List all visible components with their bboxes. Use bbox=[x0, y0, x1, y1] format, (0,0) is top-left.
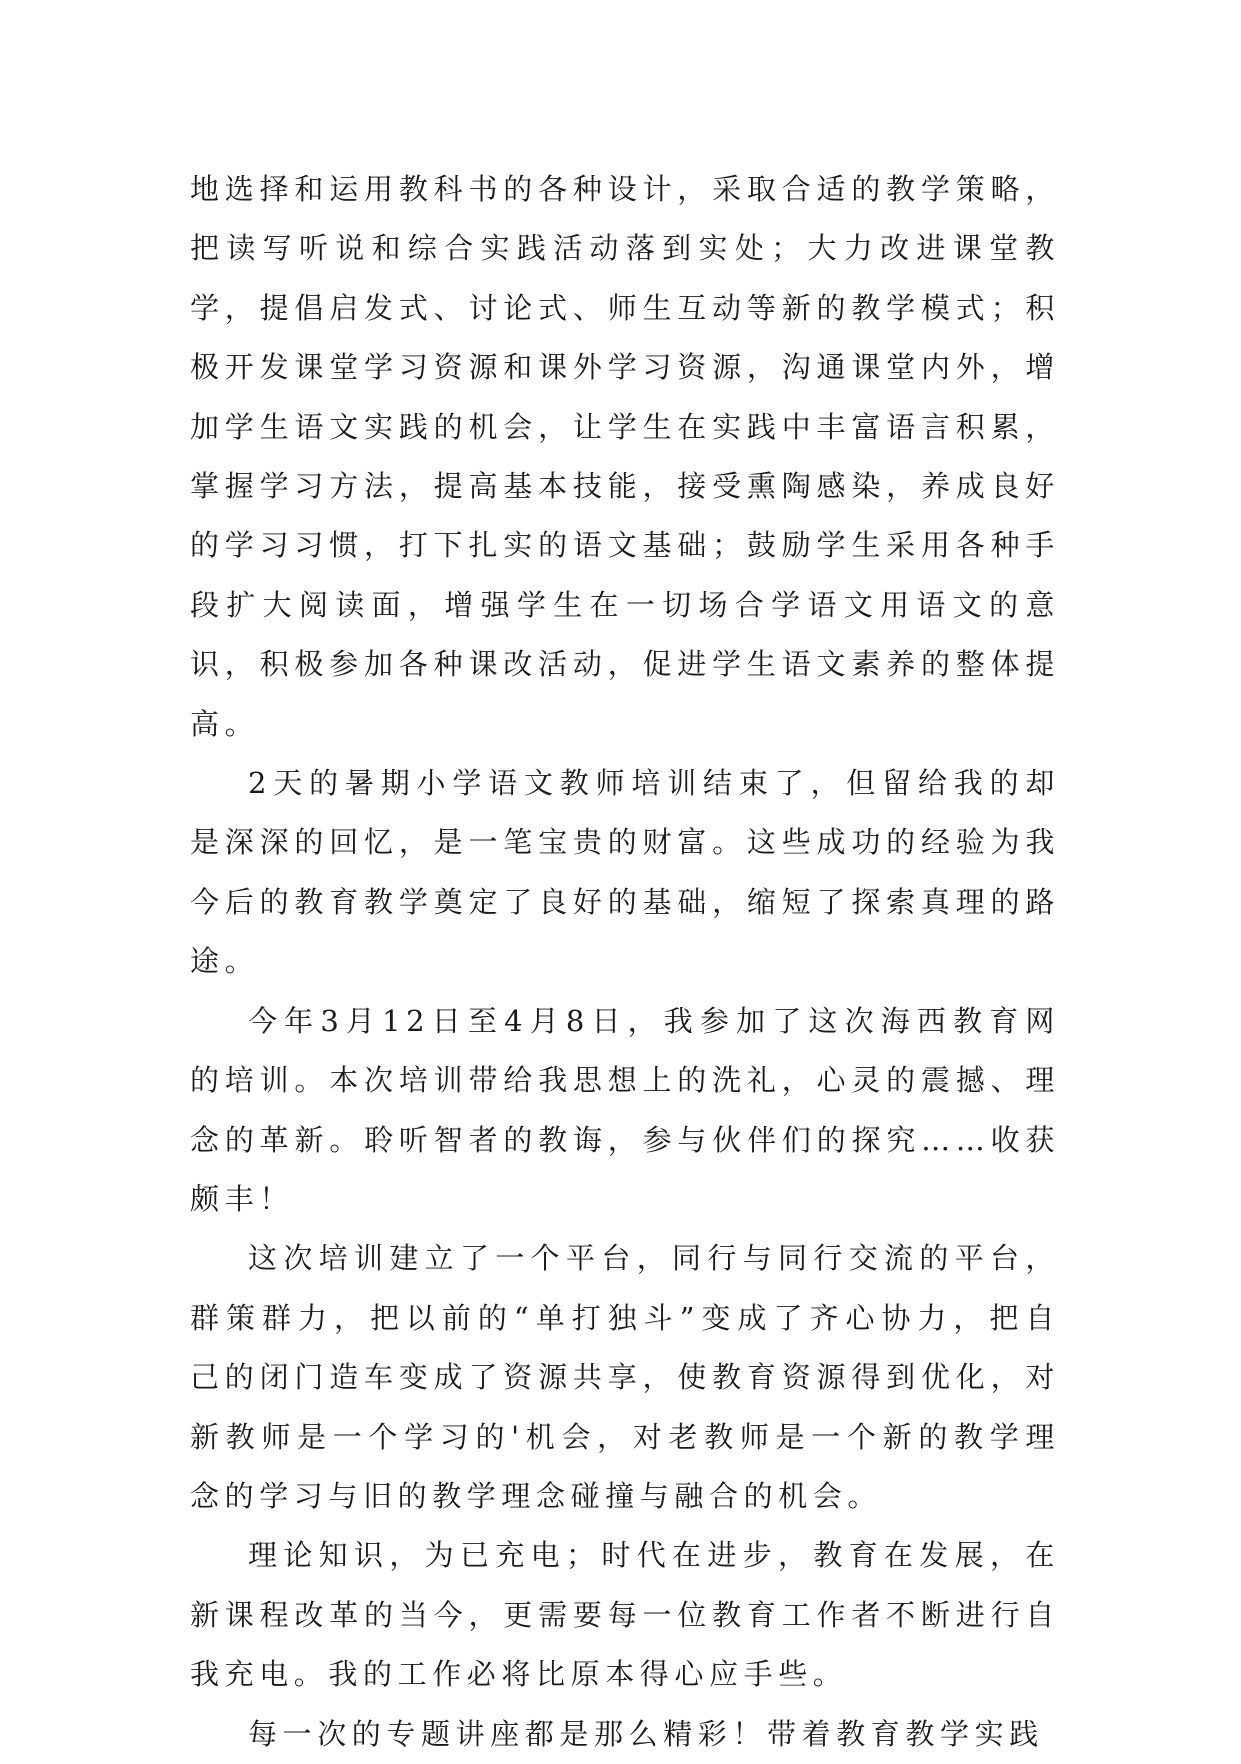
paragraph-3: 今年3月12日至4月8日，我参加了这次海西教育网的培训。本次培训带给我思想上的洗礼，心灵的震撼、理念的革新。聆听智者的教诲，参与伙伴们的探究……收获颇丰！ bbox=[190, 1003, 1060, 1216]
paragraph-6: 每一次的专题讲座都是那么精彩！带着教育教学实践 bbox=[248, 1716, 1044, 1751]
paragraph-5: 理论知识，为已充电；时代在进步，教育在发展，在新课程改革的当今，更需要每一位教育工作者不断进行自我充电。我的工作必将比原本得心应手些。 bbox=[190, 1538, 1060, 1692]
paragraph-1: 地选择和运用教科书的各种设计，采取合适的教学策略，把读写听说和综合实践活动落到实处；大力改进课堂教学，提倡启发式、讨论式、师生互动等新的教学模式；积极开发课堂学习资源和课外学习资源，沟通课堂内外，增加学生语文实践的机会，让学生在实践中丰富语言积累，掌握学习方法，提高基本技能，接受熏陶感染，养成良好的学习习惯，打下扎实的语文基础；鼓励学生采用各种手段扩大阅读面，增强学生在一切场合学语文用语文的意识，积极参加各种课改活动，促进学生语文素养的整体提高。 bbox=[190, 172, 1060, 741]
paragraph-4: 这次培训建立了一个平台，同行与同行交流的平台，群策群力，把以前的“单打独斗”变成了齐心协力，把自己的闭门造车变成了资源共享，使教育资源得到优化，对新教师是一个学习的'机会，对老教师是一个新的教学理念的学习与旧的教学理念碰撞与融合的机会。 bbox=[190, 1241, 1060, 1513]
document-body bbox=[190, 160, 1060, 1764]
paragraph-2: 2天的暑期小学语文教师培训结束了，但留给我的却是深深的回忆，是一笔宝贵的财富。这些成功的经验为我今后的教育教学奠定了良好的基础，缩短了探索真理的路途。 bbox=[190, 766, 1060, 979]
